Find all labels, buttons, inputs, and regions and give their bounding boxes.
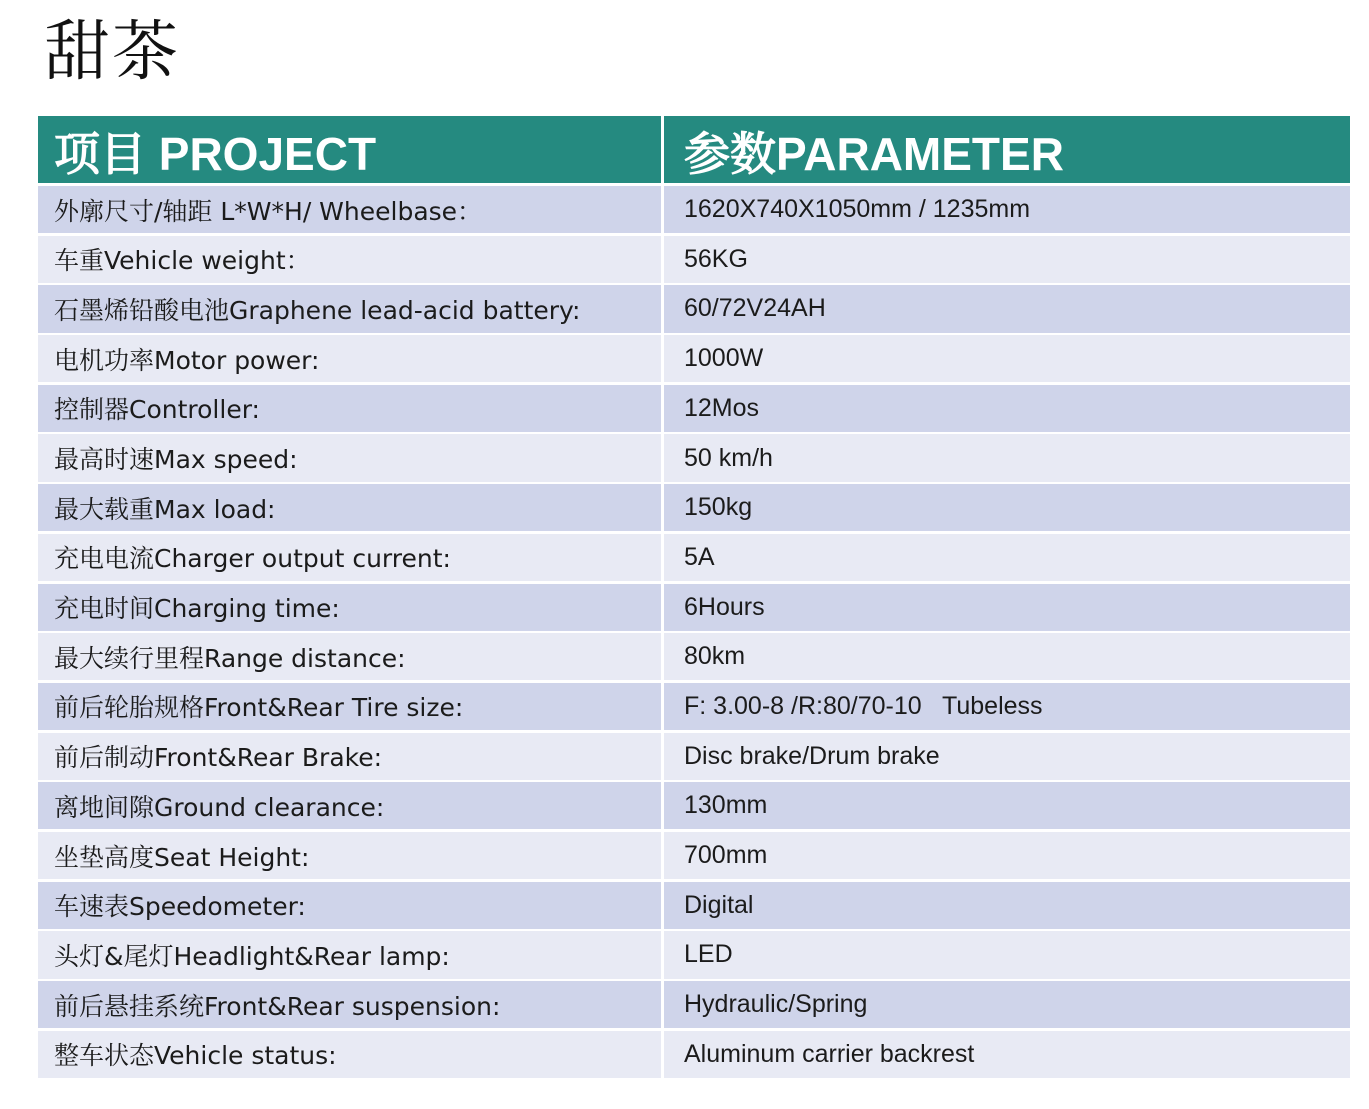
- row-value: 50 km/h: [664, 434, 1350, 481]
- row-value: 130mm: [664, 782, 1350, 829]
- table-row: [38, 981, 1350, 1028]
- row-value: 150kg: [664, 484, 1350, 531]
- row-value: 1620X740X1050mm / 1235mm: [664, 186, 1350, 233]
- row-value: F: 3.00-8 /R:80/70-10 Tubeless: [664, 683, 1350, 730]
- row-label: 最大续行里程Range distance:: [38, 633, 661, 680]
- table-row: [38, 186, 1350, 233]
- row-label: 车重Vehicle weight：: [38, 236, 661, 283]
- row-label: 前后轮胎规格Front&Rear Tire size:: [38, 683, 661, 730]
- row-label: 电机功率Motor power:: [38, 335, 661, 382]
- table-row: [38, 236, 1350, 283]
- table-row: [38, 633, 1350, 680]
- row-value: Aluminum carrier backrest: [664, 1031, 1350, 1078]
- table-row: [38, 584, 1350, 631]
- table-row: [38, 931, 1350, 978]
- row-value: 12Mos: [664, 385, 1350, 432]
- table-row: [38, 335, 1350, 382]
- row-label: 坐垫高度Seat Height:: [38, 832, 661, 879]
- row-label: 整车状态Vehicle status:: [38, 1031, 661, 1078]
- table-row: [38, 1031, 1350, 1078]
- row-label: 最高时速Max speed:: [38, 434, 661, 481]
- row-label: 离地间隙Ground clearance:: [38, 782, 661, 829]
- row-label: 车速表Speedometer:: [38, 882, 661, 929]
- table-row: [38, 733, 1350, 780]
- row-label: 前后制动Front&Rear Brake:: [38, 733, 661, 780]
- header-parameter: 参数PARAMETER: [664, 116, 1350, 183]
- row-value: 6Hours: [664, 584, 1350, 631]
- row-value: Hydraulic/Spring: [664, 981, 1350, 1028]
- row-label: 充电电流Charger output current:: [38, 534, 661, 581]
- spec-table: [38, 116, 1350, 1080]
- table-header-row: [38, 116, 1350, 183]
- row-value: 700mm: [664, 832, 1350, 879]
- row-label: 充电时间Charging time:: [38, 584, 661, 631]
- header-project: 项目 PROJECT: [38, 116, 661, 183]
- row-label: 最大载重Max load:: [38, 484, 661, 531]
- table-row: [38, 534, 1350, 581]
- row-label: 石墨烯铅酸电池Graphene lead-acid battery:: [38, 285, 661, 332]
- table-row: [38, 385, 1350, 432]
- row-label: 前后悬挂系统Front&Rear suspension:: [38, 981, 661, 1028]
- table-row: [38, 882, 1350, 929]
- table-row: [38, 683, 1350, 730]
- row-label: 头灯&尾灯Headlight&Rear lamp:: [38, 931, 661, 978]
- table-row: [38, 285, 1350, 332]
- row-label: 控制器Controller:: [38, 385, 661, 432]
- table-row: [38, 832, 1350, 879]
- row-label: 外廓尺寸/轴距 L*W*H/ Wheelbase：: [38, 186, 661, 233]
- row-value: 60/72V24AH: [664, 285, 1350, 332]
- row-value: 56KG: [664, 236, 1350, 283]
- row-value: 1000W: [664, 335, 1350, 382]
- row-value: Digital: [664, 882, 1350, 929]
- row-value: LED: [664, 931, 1350, 978]
- row-value: 80km: [664, 633, 1350, 680]
- table-row: [38, 484, 1350, 531]
- table-row: [38, 434, 1350, 481]
- page-title: 甜茶: [44, 13, 180, 90]
- table-row: [38, 782, 1350, 829]
- row-value: 5A: [664, 534, 1350, 581]
- row-value: Disc brake/Drum brake: [664, 733, 1350, 780]
